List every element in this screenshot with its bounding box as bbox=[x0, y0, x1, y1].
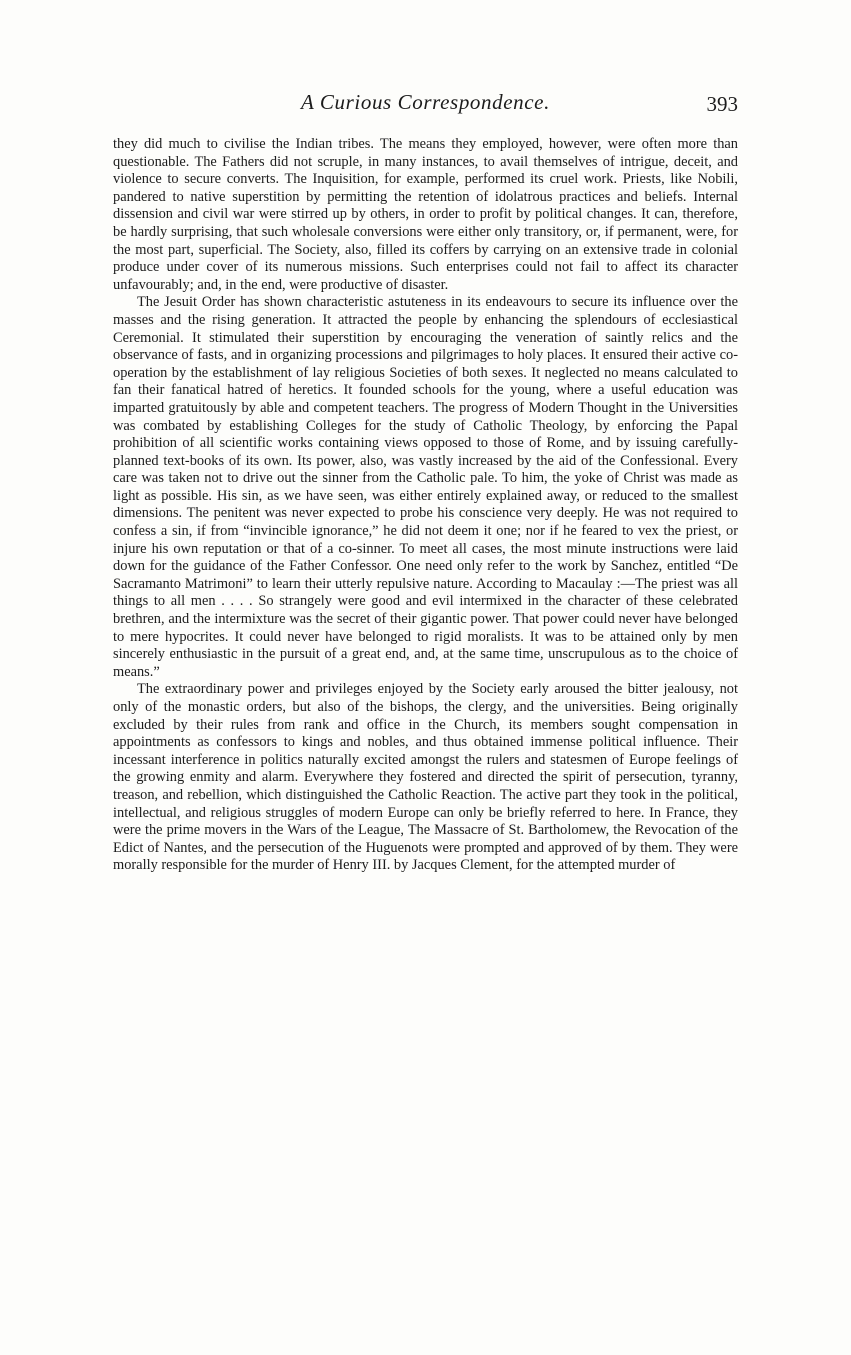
paragraph-jesuit-order: The Jesuit Order has shown characteristic astuteness in its endeavours to secure its influence over the masses and the rising generation. It attracted the people by enhancing the splendours of ecclesiastical Ceremonial. It stimulated their superstition by encouraging the veneration of saintly relics and the observance of fasts, and in organizing processions and pilgrimages to holy places. It ensured their active co-operation by the establishment of lay religious Societies of both sexes. It neglected no means calculated to fan their fanatical hatred of heretics. It founded schools for the young, where a useful education was imparted gratuitously by able and competent teachers. The progress of Modern Thought in the Universities was combated by establishing Colleges for the study of Catholic Theology, by enforcing the Papal prohibition of all scientific works containing views opposed to those of Rome, and by issuing carefully-planned text-books of its own. Its power, also, was vastly increased by the aid of the Confessional. Every care was taken not to drive out the sinner from the Catholic pale. To him, the yoke of Christ was made as light as possible. His sin, as we have seen, was either entirely explained away, or reduced to the smallest dimensions. The penitent was never expected to probe his conscience very deeply. He was not required to confess a sin, if from “invincible ignorance,” he did not deem it one; nor if he feared to vex the priest, or injure his own reputation or that of a co-sinner. To meet all cases, the most minute instructions were laid down for the guidance of the Father Confessor. One need only refer to the work by Sanchez, entitled “De Sacramanto Matrimoni” to learn their utterly repulsive nature. According to Macaulay :—The priest was all things to all men . . . . So strangely were good and evil intermixed in the character of these celebrated brethren, and the intermixture was the secret of their gigantic power. That power could never have belonged to mere hypocrites. It could never have belonged to rigid moralists. It was to be attained only by men sincerely enthusiastic in the pursuit of a great end, and, at the same time, unscrupulous as to the choice of means.” bbox=[113, 294, 738, 680]
running-head bbox=[113, 88, 738, 122]
body-text bbox=[113, 136, 738, 875]
paragraph-extraordinary-power: The extraordinary power and privileges enjoyed by the Society early aroused the bitter jealousy, not only of the monastic orders, but also of the bishops, the clergy, and the universities. Being originally excluded by their rules from rank and office in the Church, its members sought compensation in appointments as confessors to kings and nobles, and thus obtained immense political influence. Their incessant interference in politics naturally excited amongst the rulers and statesmen of Europe feelings of the growing enmity and alarm. Everywhere they fostered and directed the spirit of persecution, tyranny, treason, and rebellion, which distinguished the Catholic Reaction. The active part they took in the political, intellectual, and religious struggles of modern Europe can only be briefly referred to here. In France, they were the prime movers in the Wars of the League, The Massacre of St. Bartholomew, the Revocation of the Edict of Nantes, and the persecution of the Huguenots were prompted and approved of by them. They were morally responsible for the murder of Henry III. by Jacques Clement, for the attempted murder of bbox=[113, 681, 738, 874]
page-number: 393 bbox=[706, 92, 738, 116]
paragraph-continued: they did much to civilise the Indian tribes. The means they employed, however, were often more than questionable. The Fathers did not scruple, in many instances, to avail themselves of intrigue, deceit, and violence to secure converts. The Inquisition, for example, performed its cruel work. Priests, like Nobili, pandered to native superstition by permitting the retention of idolatrous practices and beliefs. Internal dissension and civil war were stirred up by others, in order to profit by political changes. It can, therefore, be hardly surprising, that such wholesale conversions were either only transitory, or, if permanent, were, for the most part, superficial. The Society, also, filled its coffers by carrying on an extensive trade in colonial produce under cover of its numerous missions. Such enterprises could not fail to affect its character unfavourably; and, in the end, were productive of disaster. bbox=[113, 136, 738, 293]
running-title: A Curious Correspondence. bbox=[301, 90, 550, 114]
